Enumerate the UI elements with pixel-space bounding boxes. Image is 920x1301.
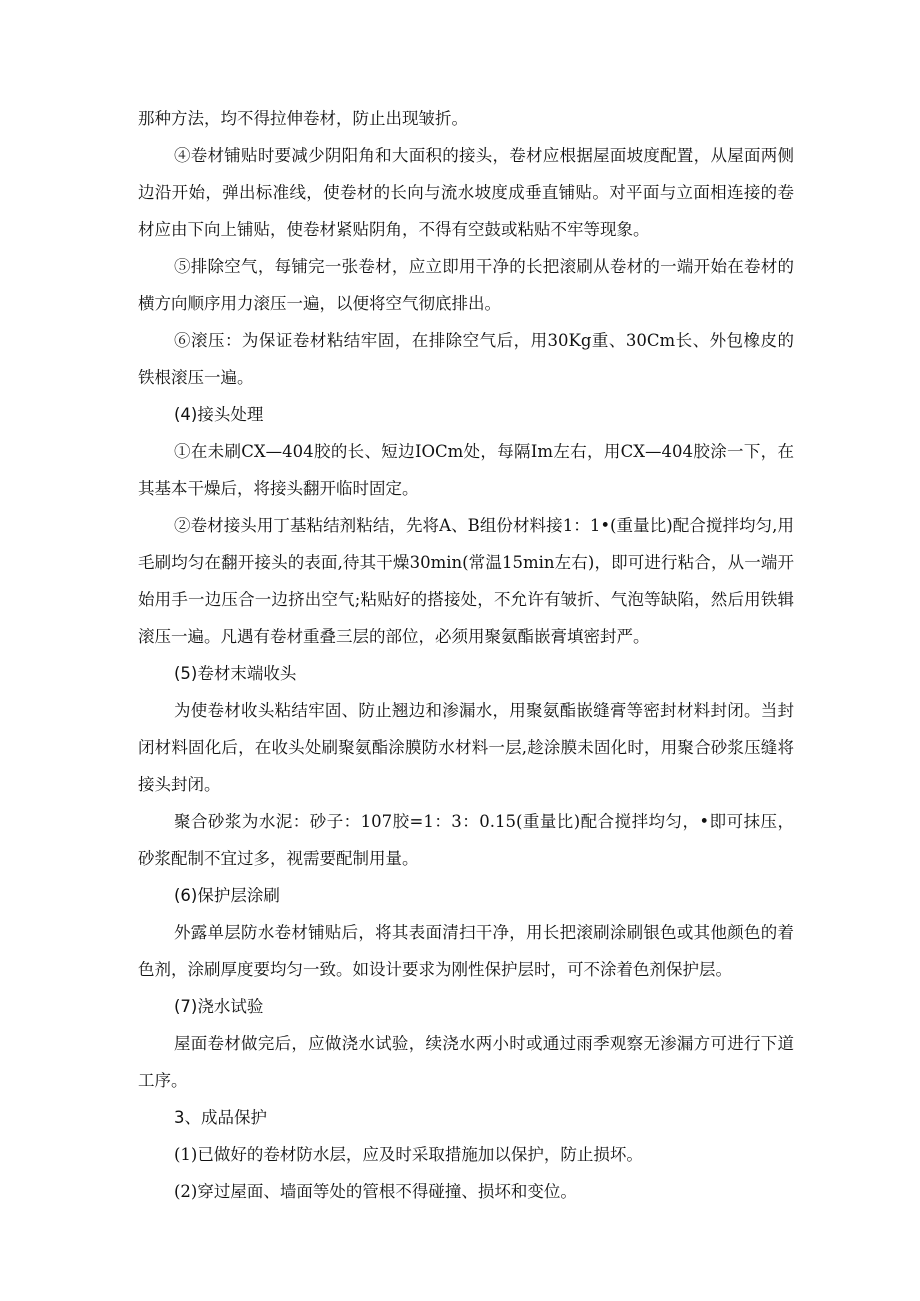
paragraph-continued: 那种方法，均不得拉伸卷材，防止出现皱折。: [138, 109, 468, 128]
paragraph-joint-step-1: ①在未刷CX—404胶的长、短边IOCm处，每隔Im左右，用CX—404胶涂一下，在其基本干燥后，将接头翻开临时固定。: [138, 442, 794, 498]
section-heading-product-protection: 3、成品保护: [174, 1108, 267, 1127]
paragraph-end-closure: 为使卷材收头粘结牢固、防止翘边和渗漏水，用聚氨酯嵌缝膏等密封材料封闭。当封闭材料固化后，在收头处刷聚氨酯涂膜防水材料一层,趁涂膜未固化时，用聚合砂浆压缝将接头封闭。: [138, 701, 794, 794]
paragraph-step-4: ④卷材铺贴时要减少阴阳角和大面积的接头，卷材应根据屋面坡度配置，从屋面两侧边沿开始，弹出标准线，使卷材的长向与流水坡度成垂直铺贴。对平面与立面相连接的卷材应由下向上铺贴，使卷材紧贴阴角，不得有空鼓或粘贴不牢等现象。: [138, 146, 794, 239]
paragraph-step-5: ⑤排除空气，每铺完一张卷材，应立即用干净的长把滚刷从卷材的一端开始在卷材的横方向顺序用力滚压一遍，以便将空气彻底排出。: [138, 257, 794, 313]
document-body: [138, 100, 794, 1210]
paragraph-joint-step-2: ②卷材接头用丁基粘结剂粘结，先将A、B组份材料接1：1•(重量比)配合搅拌均匀,用毛刷均匀在翻开接头的表面,待其干燥30min(常温15min左右)，即可进行粘合，从一端开始用手一边压合一边挤出空气;粘贴好的搭接处，不允许有皱折、气泡等缺陷，然后用铁辑滚压一遍。凡遇有卷材重叠三层的部位，必须用聚氨酯嵌膏填密封严。: [138, 516, 794, 646]
section-heading-joint-treatment: (4)接头处理: [174, 405, 264, 424]
paragraph-water-test: 屋面卷材做完后，应做浇水试验，续浇水两小时或通过雨季观察无渗漏方可进行下道工序。: [138, 1034, 794, 1090]
section-heading-water-test: (7)浇水试验: [174, 997, 264, 1016]
paragraph-step-6: ⑥滚压：为保证卷材粘结牢固，在排除空气后，用30Kg重、30Cm长、外包橡皮的铁根滚压一遍。: [138, 331, 794, 387]
section-heading-end-closure: (5)卷材末端收头: [174, 664, 297, 683]
paragraph-protection-1: (1)已做好的卷材防水层，应及时采取措施加以保护，防止损坏。: [174, 1145, 643, 1164]
section-heading-protective-coating: (6)保护层涂刷: [174, 886, 280, 905]
paragraph-mortar: 聚合砂浆为水泥：砂子：107胶=1：3：0.15(重量比)配合搅拌均匀，•即可抹压，砂浆配制不宜过多，视需要配制用量。: [138, 812, 794, 868]
paragraph-protective-coating: 外露单层防水卷材铺贴后，将其表面清扫干净，用长把滚刷涂刷银色或其他颜色的着色剂，涂刷厚度要均匀一致。如设计要求为刚性保护层时，可不涂着色剂保护层。: [138, 923, 794, 979]
paragraph-protection-2: (2)穿过屋面、墙面等处的管根不得碰撞、损坏和变位。: [174, 1182, 577, 1201]
